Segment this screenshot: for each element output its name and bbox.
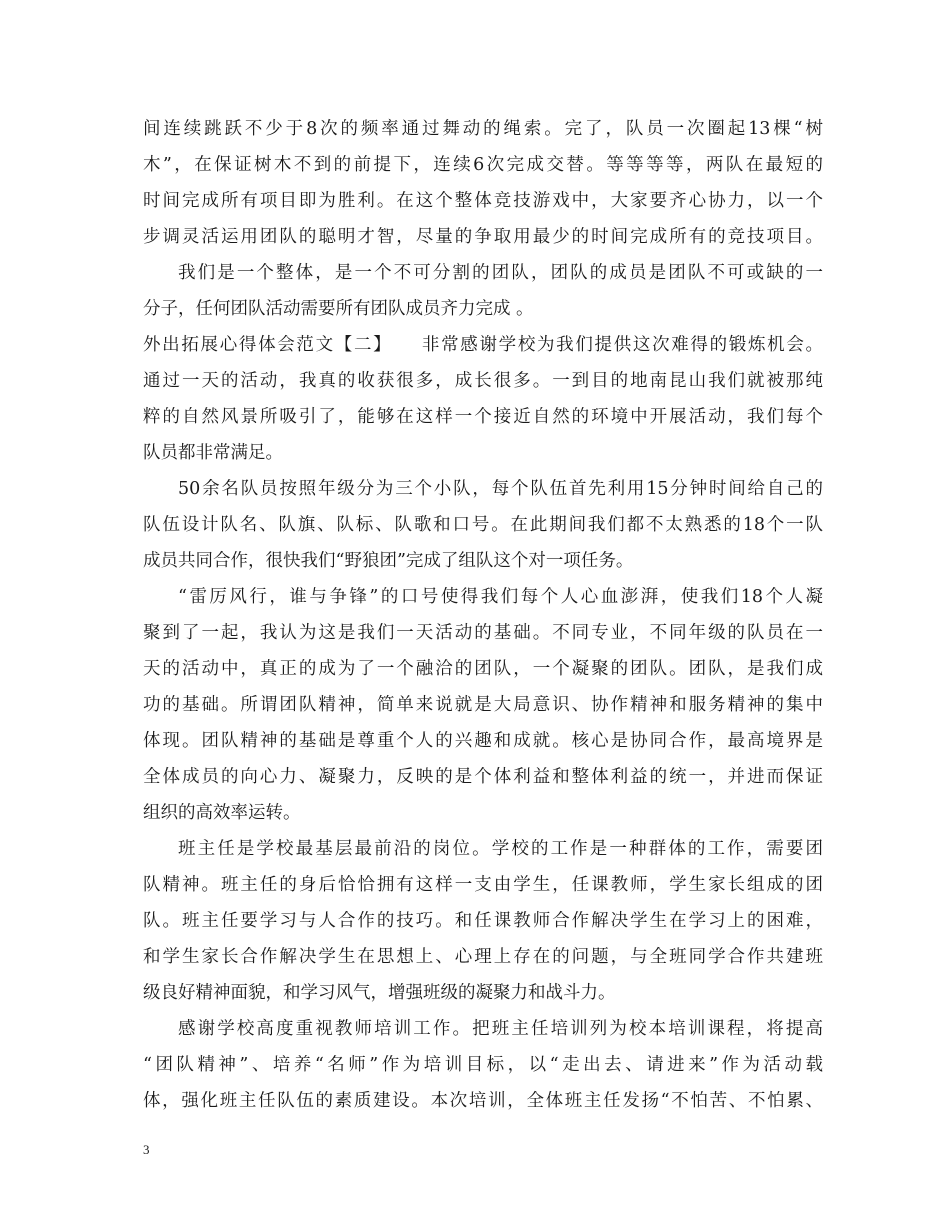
text-line: 通过一天的活动，我真的收获很多，成长很多。一到目的地南昆山我们就被那纯 xyxy=(143,371,823,391)
text-line: 时间完成所有项目即为胜利。在这个整体竞技游戏中，大家要齐心协力，以一个 xyxy=(143,191,823,211)
text-line: 队。班主任要学习与人合作的技巧。和任课教师合作解决学生在学习上的困难， xyxy=(143,911,823,931)
text-line: 我们是一个整体，是一个不可分割的团队，团队的成员是团队不可或缺的一 xyxy=(178,263,823,283)
text-line: “雷厉风行，谁与争锋”的口号使得我们每个人心血澎湃，使我们18个人凝 xyxy=(178,587,823,607)
text-line: 全体成员的向心力、凝聚力，反映的是个体利益和整体利益的统一，并进而保证 xyxy=(143,767,823,787)
text-line: 级良好精神面貌，和学习风气，增强班级的凝聚力和战斗力。 xyxy=(143,983,616,1003)
section-heading-line: 外出拓展心得体会范文【二】 非常感谢学校为我们提供这次难得的锻炼机会。 xyxy=(143,335,823,355)
text-line: 队员都非常满足。 xyxy=(143,443,283,463)
text-line: 粹的自然风景所吸引了，能够在这样一个接近自然的环境中开展活动，我们每个 xyxy=(143,407,823,427)
text-line: 天的活动中，真正的成为了一个融洽的团队，一个凝聚的团队。团队，是我们成 xyxy=(143,659,823,679)
text-line: “团队精神”、培养“名师”作为培训目标，以“走出去、请进来”作为活动载 xyxy=(143,1055,823,1075)
text-line: 50余名队员按照年级分为三个小队，每个队伍首先利用15分钟时间给自己的 xyxy=(178,479,823,499)
text-line: 和学生家长合作解决学生在思想上、心理上存在的问题，与全班同学合作共建班 xyxy=(143,947,823,967)
text-line: 队伍设计队名、队旗、队标、队歌和口号。在此期间我们都不太熟悉的18个一队 xyxy=(143,515,823,535)
text-line: 分子，任何团队活动需要所有团队成员齐力完成 。 xyxy=(143,299,534,319)
text-line: 班主任是学校最基层最前沿的岗位。学校的工作是一种群体的工作，需要团 xyxy=(178,839,823,859)
text-line: 组织的高效率运转。 xyxy=(143,803,301,823)
text-line: 木”，在保证树木不到的前提下，连续6次完成交替。等等等等，两队在最短的 xyxy=(143,155,823,175)
text-line: 功的基础。所谓团队精神，简单来说就是大局意识、协作精神和服务精神的集中 xyxy=(143,695,823,715)
text-line: 聚到了一起，我认为这是我们一天活动的基础。不同专业，不同年级的队员在一 xyxy=(143,623,823,643)
text-line: 间连续跳跃不少于8次的频率通过舞动的绳索。完了，队员一次圈起13棵“树 xyxy=(143,119,823,139)
text-line: 体，强化班主任队伍的素质建设。本次培训，全体班主任发扬“不怕苦、不怕累、 xyxy=(143,1091,823,1111)
text-line: 体现。团队精神的基础是尊重个人的兴趣和成就。核心是协同合作，最高境界是 xyxy=(143,731,823,751)
text-line: 成员共同合作，很快我们“野狼团”完成了组队这个对一项任务。 xyxy=(143,551,634,571)
text-line: 步调灵活运用团队的聪明才智，尽量的争取用最少的时间完成所有的竞技项目。 xyxy=(143,227,823,247)
text-line: 队精神。班主任的身后恰恰拥有这样一支由学生，任课教师，学生家长组成的团 xyxy=(143,875,823,895)
text-line: 感谢学校高度重视教师培训工作。把班主任培训列为校本培训课程，将提高 xyxy=(178,1019,823,1039)
page-number: 3 xyxy=(143,1142,150,1157)
